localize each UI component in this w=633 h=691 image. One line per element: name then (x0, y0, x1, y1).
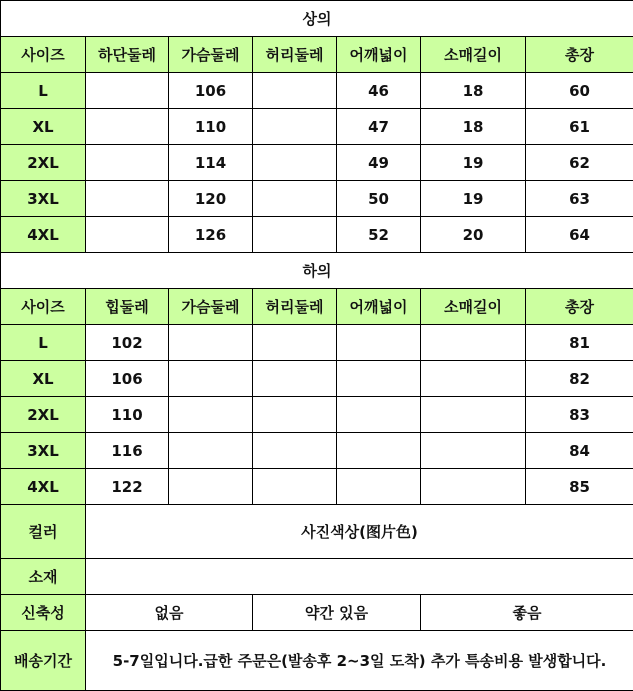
bottom-value-cell (253, 361, 337, 397)
table-row (1, 73, 633, 109)
top-value-cell (86, 145, 169, 181)
top-value-cell: 63 (526, 181, 633, 217)
stretch-option-slight: 약간 있음 (253, 595, 421, 631)
bottom-value-cell: 85 (526, 469, 633, 505)
material-row (1, 559, 633, 595)
table-row (1, 361, 633, 397)
top-value-cell: 18 (421, 73, 526, 109)
bottom-value-cell: 110 (86, 397, 169, 433)
top-size-cell: 3XL (1, 181, 86, 217)
bottom-value-cell (421, 397, 526, 433)
bottom-value-cell (337, 469, 421, 505)
bottom-header-hip: 힙둘레 (86, 289, 169, 325)
bottom-value-cell: 122 (86, 469, 169, 505)
bottom-size-cell: L (1, 325, 86, 361)
top-value-cell (253, 217, 337, 253)
top-header-shoulder: 어깨넓이 (337, 37, 421, 73)
bottom-header-waist: 허리둘레 (253, 289, 337, 325)
top-size-cell: L (1, 73, 86, 109)
stretch-option-none: 없음 (86, 595, 253, 631)
top-value-cell (86, 73, 169, 109)
bottom-value-cell (337, 433, 421, 469)
table-row (1, 109, 633, 145)
top-value-cell: 61 (526, 109, 633, 145)
color-value: 사진색상(图片色) (86, 505, 633, 559)
bottom-value-cell: 116 (86, 433, 169, 469)
bottom-value-cell (169, 469, 253, 505)
top-header-size: 사이즈 (1, 37, 86, 73)
table-row (1, 217, 633, 253)
top-value-cell: 106 (169, 73, 253, 109)
top-value-cell (253, 73, 337, 109)
bottom-size-cell: 3XL (1, 433, 86, 469)
top-value-cell: 114 (169, 145, 253, 181)
stretch-option-good: 좋음 (421, 595, 633, 631)
bottom-header-length: 총장 (526, 289, 633, 325)
bottom-size-cell: 4XL (1, 469, 86, 505)
top-value-cell (86, 181, 169, 217)
top-value-cell: 19 (421, 181, 526, 217)
table-row (1, 469, 633, 505)
bottom-value-cell (421, 469, 526, 505)
bottom-header-sleeve: 소매길이 (421, 289, 526, 325)
delivery-row (1, 631, 633, 691)
delivery-value: 5-7일입니다.급한 주문은(발송후 2~3일 도착) 추가 특송비용 발생합니다. (86, 631, 633, 691)
top-size-cell: 2XL (1, 145, 86, 181)
top-value-cell (253, 109, 337, 145)
top-value-cell: 18 (421, 109, 526, 145)
bottom-header-shoulder: 어깨넓이 (337, 289, 421, 325)
bottom-header-size: 사이즈 (1, 289, 86, 325)
bottom-value-cell: 84 (526, 433, 633, 469)
top-size-cell: 4XL (1, 217, 86, 253)
top-value-cell: 50 (337, 181, 421, 217)
top-size-cell: XL (1, 109, 86, 145)
bottom-header-row (1, 289, 633, 325)
bottom-value-cell: 83 (526, 397, 633, 433)
top-header-sleeve: 소매길이 (421, 37, 526, 73)
top-value-cell: 47 (337, 109, 421, 145)
top-section-title-row (1, 1, 633, 37)
material-value (86, 559, 633, 595)
top-value-cell: 120 (169, 181, 253, 217)
top-value-cell: 20 (421, 217, 526, 253)
bottom-value-cell: 81 (526, 325, 633, 361)
top-value-cell: 49 (337, 145, 421, 181)
top-header-length: 총장 (526, 37, 633, 73)
table-row (1, 145, 633, 181)
bottom-value-cell (169, 325, 253, 361)
top-header-hem: 하단둘레 (86, 37, 169, 73)
bottom-value-cell (169, 397, 253, 433)
bottom-value-cell: 102 (86, 325, 169, 361)
top-value-cell: 110 (169, 109, 253, 145)
top-value-cell: 126 (169, 217, 253, 253)
bottom-value-cell: 106 (86, 361, 169, 397)
bottom-size-cell: 2XL (1, 397, 86, 433)
top-value-cell: 64 (526, 217, 633, 253)
top-value-cell (253, 181, 337, 217)
top-value-cell: 62 (526, 145, 633, 181)
top-header-row (1, 37, 633, 73)
top-value-cell (86, 109, 169, 145)
bottom-value-cell (253, 469, 337, 505)
top-value-cell: 46 (337, 73, 421, 109)
color-row (1, 505, 633, 559)
top-section-title: 상의 (1, 1, 633, 37)
bottom-value-cell (421, 361, 526, 397)
bottom-value-cell (253, 433, 337, 469)
bottom-section-title: 하의 (1, 253, 633, 289)
top-value-cell (86, 217, 169, 253)
top-value-cell: 19 (421, 145, 526, 181)
top-header-chest: 가슴둘레 (169, 37, 253, 73)
bottom-value-cell (169, 433, 253, 469)
table-row (1, 181, 633, 217)
delivery-label: 배송기간 (1, 631, 86, 691)
top-value-cell (253, 145, 337, 181)
bottom-value-cell (337, 397, 421, 433)
table-row (1, 433, 633, 469)
bottom-value-cell (421, 325, 526, 361)
bottom-value-cell (337, 361, 421, 397)
material-label: 소재 (1, 559, 86, 595)
bottom-value-cell: 82 (526, 361, 633, 397)
bottom-size-cell: XL (1, 361, 86, 397)
stretch-row (1, 595, 633, 631)
stretch-label: 신축성 (1, 595, 86, 631)
bottom-value-cell (169, 361, 253, 397)
bottom-section-title-row (1, 253, 633, 289)
color-label: 컬러 (1, 505, 86, 559)
bottom-header-chest: 가슴둘레 (169, 289, 253, 325)
table-row (1, 397, 633, 433)
table-row (1, 325, 633, 361)
top-value-cell: 60 (526, 73, 633, 109)
bottom-value-cell (253, 397, 337, 433)
bottom-value-cell (253, 325, 337, 361)
bottom-value-cell (337, 325, 421, 361)
top-value-cell: 52 (337, 217, 421, 253)
top-header-waist: 허리둘레 (253, 37, 337, 73)
bottom-value-cell (421, 433, 526, 469)
